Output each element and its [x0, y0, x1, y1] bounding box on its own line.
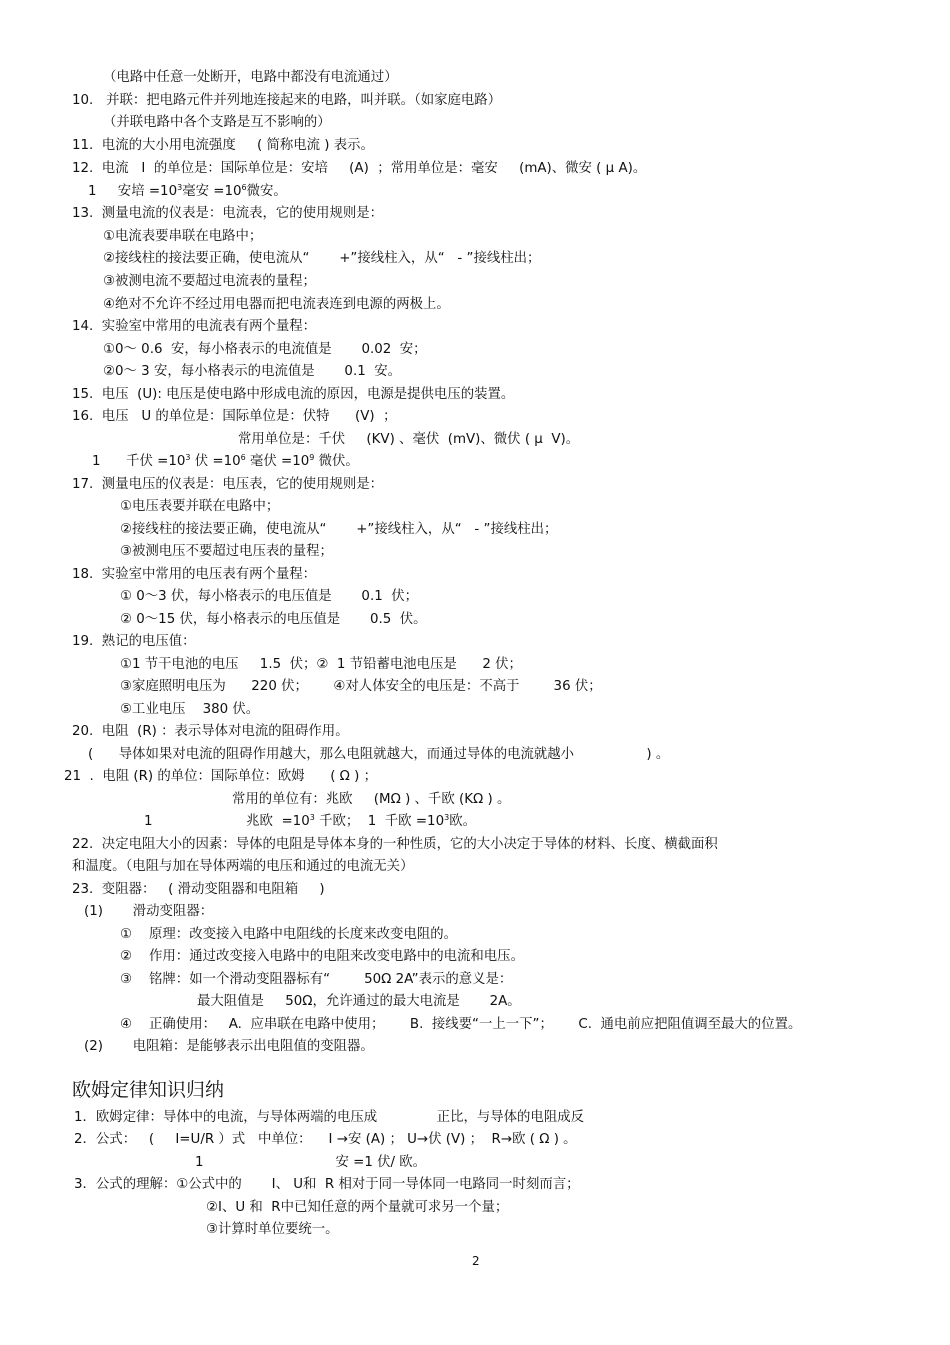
text-line: ③被测电压不要超过电压表的量程；: [120, 544, 333, 559]
text-line: ②接线柱的接法要正确，使电流从“ +”接线柱入，从“ - ”接线柱出；: [120, 522, 558, 537]
text-line: 1 千伏 $=10^3$ 伏 $=10^6$ 毫伏 $=10^9$ 微伏。: [92, 453, 359, 469]
ohm-item-2: 2．公式： ( I=U/R ）式 中单位： I →安 (A) ； U→伏 (V) ； R→欧 ( Ω ) 。: [74, 1132, 577, 1147]
text-line: ④ 正确使用： A. 应串联在电路中使用； B. 接线要“一上一下”； C. 通电前应把阻值调至最大的位置。: [120, 1017, 802, 1032]
page-number: 2: [472, 1254, 480, 1268]
text-line: 常用单位是：千伏 (KV) 、毫伏 (mV)、微伏 ( μ V)。: [238, 432, 580, 447]
text-line: ③被测电流不要超过电流表的量程；: [103, 274, 316, 289]
text-line: ②0～ 3 安，每小格表示的电流值是 0.1 安。: [103, 364, 402, 379]
item-16: 16. 电压 U 的单位是：国际单位是：伏特 (V) ；: [72, 409, 397, 424]
ohm-item-1: 1．欧姆定律：导体中的电流，与导体两端的电压成 正比，与导体的电阻成反: [74, 1110, 584, 1125]
text-line: ⑤工业电压 380 伏。: [120, 702, 260, 717]
ohm-item-3: 3．公式的理解：①公式中的 I、 U和 R 相对于同一导体同一电路同一时刻而言；: [74, 1177, 580, 1192]
text-line: (1) 滑动变阻器：: [84, 904, 214, 919]
item-21: 21 . 电阻 (R) 的单位：国际单位：欧姆 ( Ω ) ；: [64, 769, 378, 784]
text-line: ① 原理：改变接入电路中电阻线的长度来改变电阻的。: [120, 927, 458, 942]
item-13: 13. 测量电流的仪表是：电流表，它的使用规则是：: [72, 206, 384, 221]
item-12: 12. 电流 I 的单位是：国际单位是：安培 (A) ；常用单位是：毫安 (mA)、微安 ( μ A)。: [72, 161, 647, 176]
text-line: （并联电路中各个支路是互不影响的）: [103, 115, 331, 130]
text-line: 最大阻值是 50Ω，允许通过的最大电流是 2A。: [197, 994, 521, 1009]
text-line: 常用的单位有：兆欧 (MΩ ) 、千欧 (KΩ ) 。: [232, 792, 511, 807]
item-17: 17. 测量电压的仪表是：电压表，它的使用规则是：: [72, 477, 384, 492]
text-line: 和温度。（电阻与加在导体两端的电压和通过的电流无关）: [72, 859, 414, 874]
item-19: 19. 熟记的电压值：: [72, 634, 196, 649]
text-line: 1 安培 $=10^3$毫安 $=10^6$微安。: [88, 183, 287, 199]
text-line: ( 导体如果对电流的阻碍作用越大，那么电阻就越大，而通过导体的电流就越小 ) 。: [88, 747, 670, 762]
item-22: 22. 决定电阻大小的因素：导体的电阻是导体本身的一种性质，它的大小决定于导体的材料、长度、横截面积: [72, 837, 718, 852]
text-line: ③计算时单位要统一。: [206, 1222, 339, 1237]
item-20: 20. 电阻 (R) ：表示导体对电流的阻碍作用。: [72, 724, 349, 739]
text-line: ③ 铭牌：如一个滑动变阻器标有“ 50Ω 2A”表示的意义是：: [120, 972, 513, 987]
text-line: ④绝对不允许不经过用电器而把电流表连到电源的两极上。: [103, 297, 450, 312]
text-line: ①0～ 0.6 安，每小格表示的电流值是 0.02 安；: [103, 342, 427, 357]
text-line: 1 兆欧 $=10^3$ 千欧； 1 千欧 $=10^3$欧。: [144, 813, 476, 829]
text-line: (2) 电阻箱：是能够表示出电阻值的变阻器。: [84, 1039, 374, 1054]
item-10: 10. 并联：把电路元件并列地连接起来的电路，叫并联。（如家庭电路）: [72, 93, 502, 108]
text-line: ② 作用：通过改变接入电路中的电阻来改变电路中的电流和电压。: [120, 949, 524, 964]
text-line: 1 安 =1 伏/ 欧。: [195, 1155, 427, 1170]
item-11: 11. 电流的大小用电流强度 ( 简称电流 ) 表示。: [72, 138, 374, 153]
text-line: ① 0～3 伏，每小格表示的电压值是 0.1 伏；: [120, 589, 419, 604]
text-line: ③家庭照明电压为 220 伏； ④对人体安全的电压是：不高于 36 伏；: [120, 679, 602, 694]
text-line: （电路中任意一处断开，电路中都没有电流通过）: [103, 70, 398, 85]
item-14: 14. 实验室中常用的电流表有两个量程：: [72, 319, 317, 334]
text-line: ② 0～15 伏，每小格表示的电压值是 0.5 伏。: [120, 612, 427, 627]
text-line: ①电压表要并联在电路中；: [120, 499, 280, 514]
text-line: ①电流表要串联在电路中；: [103, 229, 263, 244]
text-line: ②接线柱的接法要正确，使电流从“ +”接线柱入，从“ - ”接线柱出；: [103, 251, 541, 266]
item-15: 15. 电压 (U): 电压是使电路中形成电流的原因，电源是提供电压的装置。: [72, 387, 515, 402]
section-title: 欧姆定律知识归纳: [72, 1079, 225, 1101]
text-line: ①1 节干电池的电压 1.5 伏；② 1 节铅蓄电池电压是 2 伏；: [120, 657, 522, 672]
item-18: 18. 实验室中常用的电压表有两个量程：: [72, 567, 317, 582]
item-23: 23. 变阻器： ( 滑动变阻器和电阻箱 ): [72, 882, 325, 897]
text-line: ②I、U 和 R中已知任意的两个量就可求另一个量；: [206, 1200, 509, 1215]
